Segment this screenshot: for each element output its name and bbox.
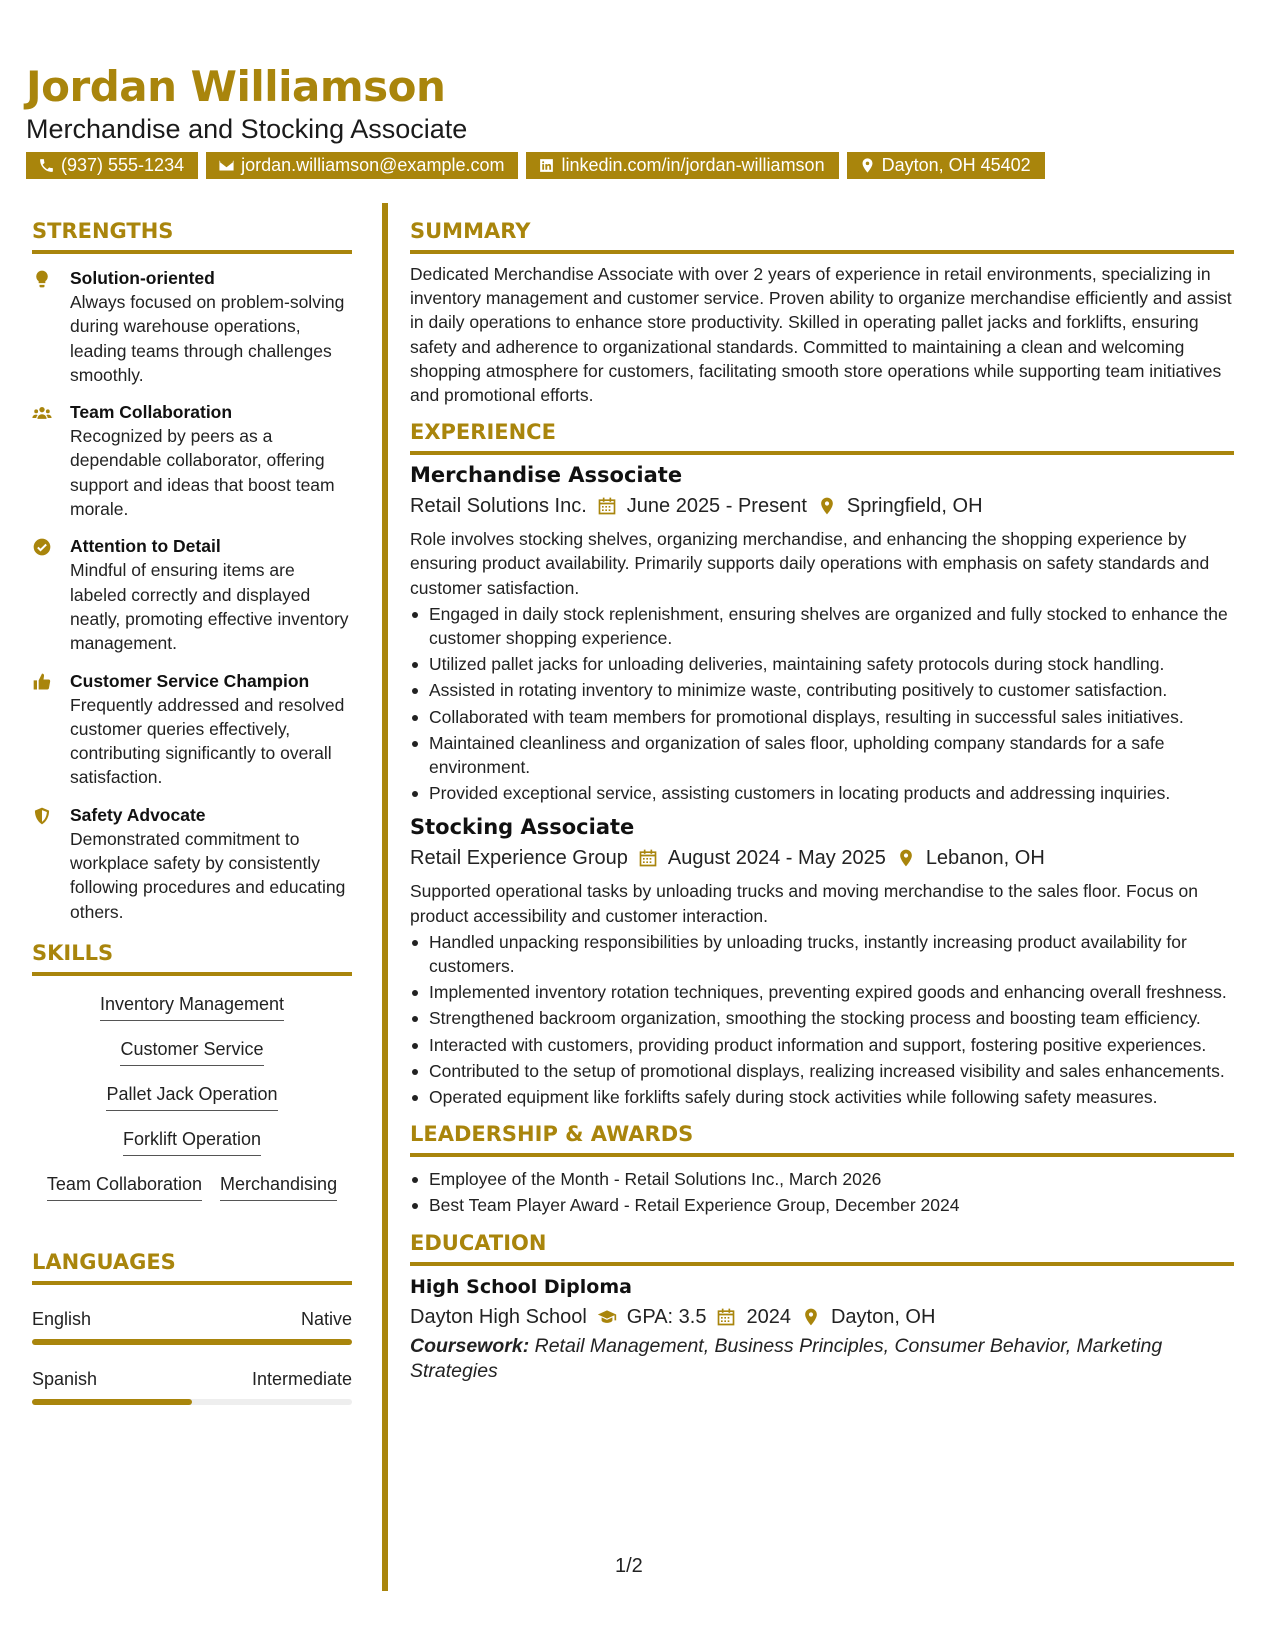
proficiency-bar bbox=[32, 1399, 352, 1405]
skills-heading: SKILLS bbox=[32, 940, 352, 976]
list-item: Implemented inventory rotation techniques, preventing expired goods and enhancing overall freshness. bbox=[410, 980, 1234, 1004]
strength-desc: Demonstrated commitment to workplace safety by consistently following procedures and educating others. bbox=[70, 828, 346, 922]
list-item: Handled unpacking responsibilities by unloading trucks, instantly increasing product availability for customers. bbox=[410, 930, 1234, 978]
strength-desc: Always focused on problem-solving during warehouse operations, leading teams through challenges smoothly. bbox=[70, 292, 345, 385]
awards-list bbox=[410, 1167, 1234, 1217]
proficiency-fill bbox=[32, 1399, 192, 1405]
job-meta bbox=[410, 843, 1234, 873]
job-dates: August 2024 - May 2025 bbox=[667, 847, 886, 870]
graduation-year: 2024 bbox=[746, 1305, 791, 1328]
check-circle-icon bbox=[32, 537, 52, 557]
job-company: Retail Solutions Inc. bbox=[410, 495, 587, 518]
strength-title: Team Collaboration bbox=[70, 402, 233, 423]
job-bullets bbox=[410, 602, 1234, 806]
proficiency-bar bbox=[32, 1339, 352, 1345]
list-item: Maintained cleanliness and organization of sales floor, upholding company standards for a safe environment. bbox=[410, 731, 1234, 779]
list-item: Utilized pallet jacks for unloading deliveries, maintaining safety protocols during stock handling. bbox=[410, 652, 1234, 676]
contact-phone-text: (937) 555-1234 bbox=[61, 155, 185, 175]
job-title: Stocking Associate bbox=[410, 815, 635, 840]
strengths-heading: STRENGTHS bbox=[32, 218, 352, 254]
skills-list bbox=[32, 986, 352, 1211]
contact-location bbox=[847, 152, 1045, 179]
experience-heading: EXPERIENCE bbox=[410, 419, 1234, 455]
strength-title: Safety Advocate bbox=[70, 804, 206, 825]
strength-desc: Frequently addressed and resolved customer queries effectively, contributing significantly to overall satisfaction. bbox=[70, 694, 345, 788]
contact-email-text: jordan.williamson@example.com bbox=[241, 155, 505, 175]
job-entry bbox=[410, 813, 1234, 1109]
language-name: English bbox=[32, 1308, 92, 1329]
list-item: Operated equipment like forklifts safely during stock activities while following safety measures. bbox=[410, 1085, 1234, 1109]
language-item bbox=[32, 1307, 352, 1345]
contact-linkedin[interactable] bbox=[526, 152, 838, 179]
shield-icon bbox=[32, 806, 52, 826]
job-description: Supported operational tasks by unloading trucks and moving merchandise to the sales floor. Focus on product accessibility and customer interaction. bbox=[410, 881, 1198, 926]
strengths-list bbox=[32, 266, 352, 924]
map-pin-icon bbox=[896, 848, 916, 868]
coursework-list: Retail Management, Business Principles, Consumer Behavior, Marketing Strategies bbox=[410, 1334, 1163, 1382]
candidate-name: Jordan Williamson bbox=[26, 62, 446, 111]
strength-item bbox=[32, 803, 352, 924]
list-item: Contributed to the setup of promotional displays, realizing increased visibility and sales enhancements. bbox=[410, 1059, 1234, 1083]
coursework bbox=[410, 1334, 1234, 1384]
map-pin-icon bbox=[817, 496, 837, 516]
coursework-label: Coursework: bbox=[410, 1334, 530, 1357]
job-bullets bbox=[410, 930, 1234, 1109]
language-item bbox=[32, 1367, 352, 1405]
users-icon bbox=[32, 403, 52, 423]
resume-header bbox=[26, 62, 1256, 146]
languages-section bbox=[32, 1249, 352, 1405]
contact-bar bbox=[26, 152, 1045, 179]
skill-tag: Merchandising bbox=[220, 1172, 337, 1201]
strength-item bbox=[32, 400, 352, 521]
job-location: Lebanon, OH bbox=[925, 847, 1045, 870]
summary-heading: SUMMARY bbox=[410, 218, 1234, 254]
left-column bbox=[32, 218, 352, 1405]
strength-item bbox=[32, 534, 352, 655]
page-number: 1/2 bbox=[615, 1555, 643, 1577]
languages-heading: LANGUAGES bbox=[32, 1249, 352, 1285]
job-location: Springfield, OH bbox=[846, 495, 983, 518]
job-company: Retail Experience Group bbox=[410, 847, 628, 870]
skill-tag: Pallet Jack Operation bbox=[106, 1082, 277, 1111]
strength-desc: Recognized by peers as a dependable collaborator, offering support and ideas that boost team morale. bbox=[70, 426, 335, 520]
job-description: Role involves stocking shelves, organizing merchandise, and enhancing the shopping experience by ensuring product availability. Primarily supports daily operations with emphasis on safety standards and customer satisfaction. bbox=[410, 529, 1210, 598]
map-pin-icon bbox=[859, 157, 876, 174]
candidate-role: Merchandise and Stocking Associate bbox=[26, 114, 468, 144]
calendar-icon bbox=[716, 1307, 736, 1327]
map-pin-icon bbox=[801, 1307, 821, 1327]
graduation-cap-icon bbox=[597, 1307, 617, 1327]
strength-item bbox=[32, 266, 352, 387]
proficiency-fill bbox=[32, 1339, 352, 1345]
gpa: GPA: 3.5 bbox=[626, 1305, 707, 1328]
education-heading: EDUCATION bbox=[410, 1230, 1234, 1266]
list-item: Engaged in daily stock replenishment, ensuring shelves are organized and fully stocked to enhance the customer shopping experience. bbox=[410, 602, 1234, 650]
education-section bbox=[410, 1230, 1234, 1384]
right-column bbox=[410, 218, 1234, 1384]
skill-tag: Forklift Operation bbox=[123, 1127, 261, 1156]
contact-linkedin-text: linkedin.com/in/jordan-williamson bbox=[561, 155, 825, 175]
strength-desc: Mindful of ensuring items are labeled correctly and displayed neatly, promoting effective inventory management. bbox=[70, 560, 349, 654]
skill-tag: Inventory Management bbox=[100, 992, 284, 1021]
contact-email[interactable] bbox=[206, 152, 518, 179]
language-level: Intermediate bbox=[251, 1368, 352, 1389]
education-meta bbox=[410, 1302, 1234, 1332]
list-item: Strengthened backroom organization, smoothing the stocking process and boosting team efficiency. bbox=[410, 1006, 1234, 1030]
job-dates: June 2025 - Present bbox=[626, 495, 807, 518]
school-name: Dayton High School bbox=[410, 1305, 587, 1328]
list-item: Assisted in rotating inventory to minimize waste, contributing positively to customer satisfaction. bbox=[410, 678, 1234, 702]
contact-location-text: Dayton, OH 45402 bbox=[881, 155, 1031, 175]
column-divider bbox=[382, 203, 388, 1591]
list-item: Employee of the Month - Retail Solutions Inc., March 2026 bbox=[410, 1167, 1234, 1191]
language-name: Spanish bbox=[32, 1368, 98, 1389]
school-location: Dayton, OH bbox=[830, 1305, 936, 1328]
job-title: Merchandise Associate bbox=[410, 463, 683, 488]
language-level: Native bbox=[300, 1308, 352, 1329]
skills-section bbox=[32, 940, 352, 1211]
linkedin-icon bbox=[538, 157, 555, 174]
phone-icon bbox=[38, 157, 55, 174]
contact-phone[interactable] bbox=[26, 152, 198, 179]
job-entry bbox=[410, 461, 1234, 805]
skill-tag: Customer Service bbox=[120, 1037, 263, 1066]
summary-text: Dedicated Merchandise Associate with over 2 years of experience in retail environments, specializing in inventory management and customer service. Proven ability to organize merchandise efficiently and assist in daily operations to enhance store productivity. Skilled in operating pallet jacks and forklifts, ensuring safety and adherence to organizational standards. Committed to maintaining a clean and welcoming shopping atmosphere for customers, facilitating smooth store operations while supporting team initiatives and promotional efforts. bbox=[410, 264, 1232, 406]
strength-title: Solution-oriented bbox=[70, 268, 215, 288]
calendar-icon bbox=[638, 848, 658, 868]
list-item: Collaborated with team members for promotional displays, resulting in successful sales initiatives. bbox=[410, 705, 1234, 729]
strength-item bbox=[32, 669, 352, 790]
envelope-icon bbox=[218, 157, 235, 174]
skill-tag: Team Collaboration bbox=[47, 1172, 202, 1201]
job-meta bbox=[410, 491, 1234, 521]
awards-section bbox=[410, 1121, 1234, 1217]
list-item: Interacted with customers, providing product information and support, fostering positive experiences. bbox=[410, 1033, 1234, 1057]
list-item: Best Team Player Award - Retail Experience Group, December 2024 bbox=[410, 1193, 1234, 1217]
strength-title: Customer Service Champion bbox=[70, 670, 310, 691]
experience-section bbox=[410, 419, 1234, 1109]
list-item: Provided exceptional service, assisting customers in locating products and addressing inquiries. bbox=[410, 781, 1234, 805]
thumbs-up-icon bbox=[32, 672, 52, 692]
degree: High School Diploma bbox=[410, 1275, 632, 1298]
strength-title: Attention to Detail bbox=[70, 536, 221, 557]
calendar-icon bbox=[597, 496, 617, 516]
awards-heading: LEADERSHIP & AWARDS bbox=[410, 1121, 1234, 1157]
lightbulb-icon bbox=[32, 269, 52, 289]
